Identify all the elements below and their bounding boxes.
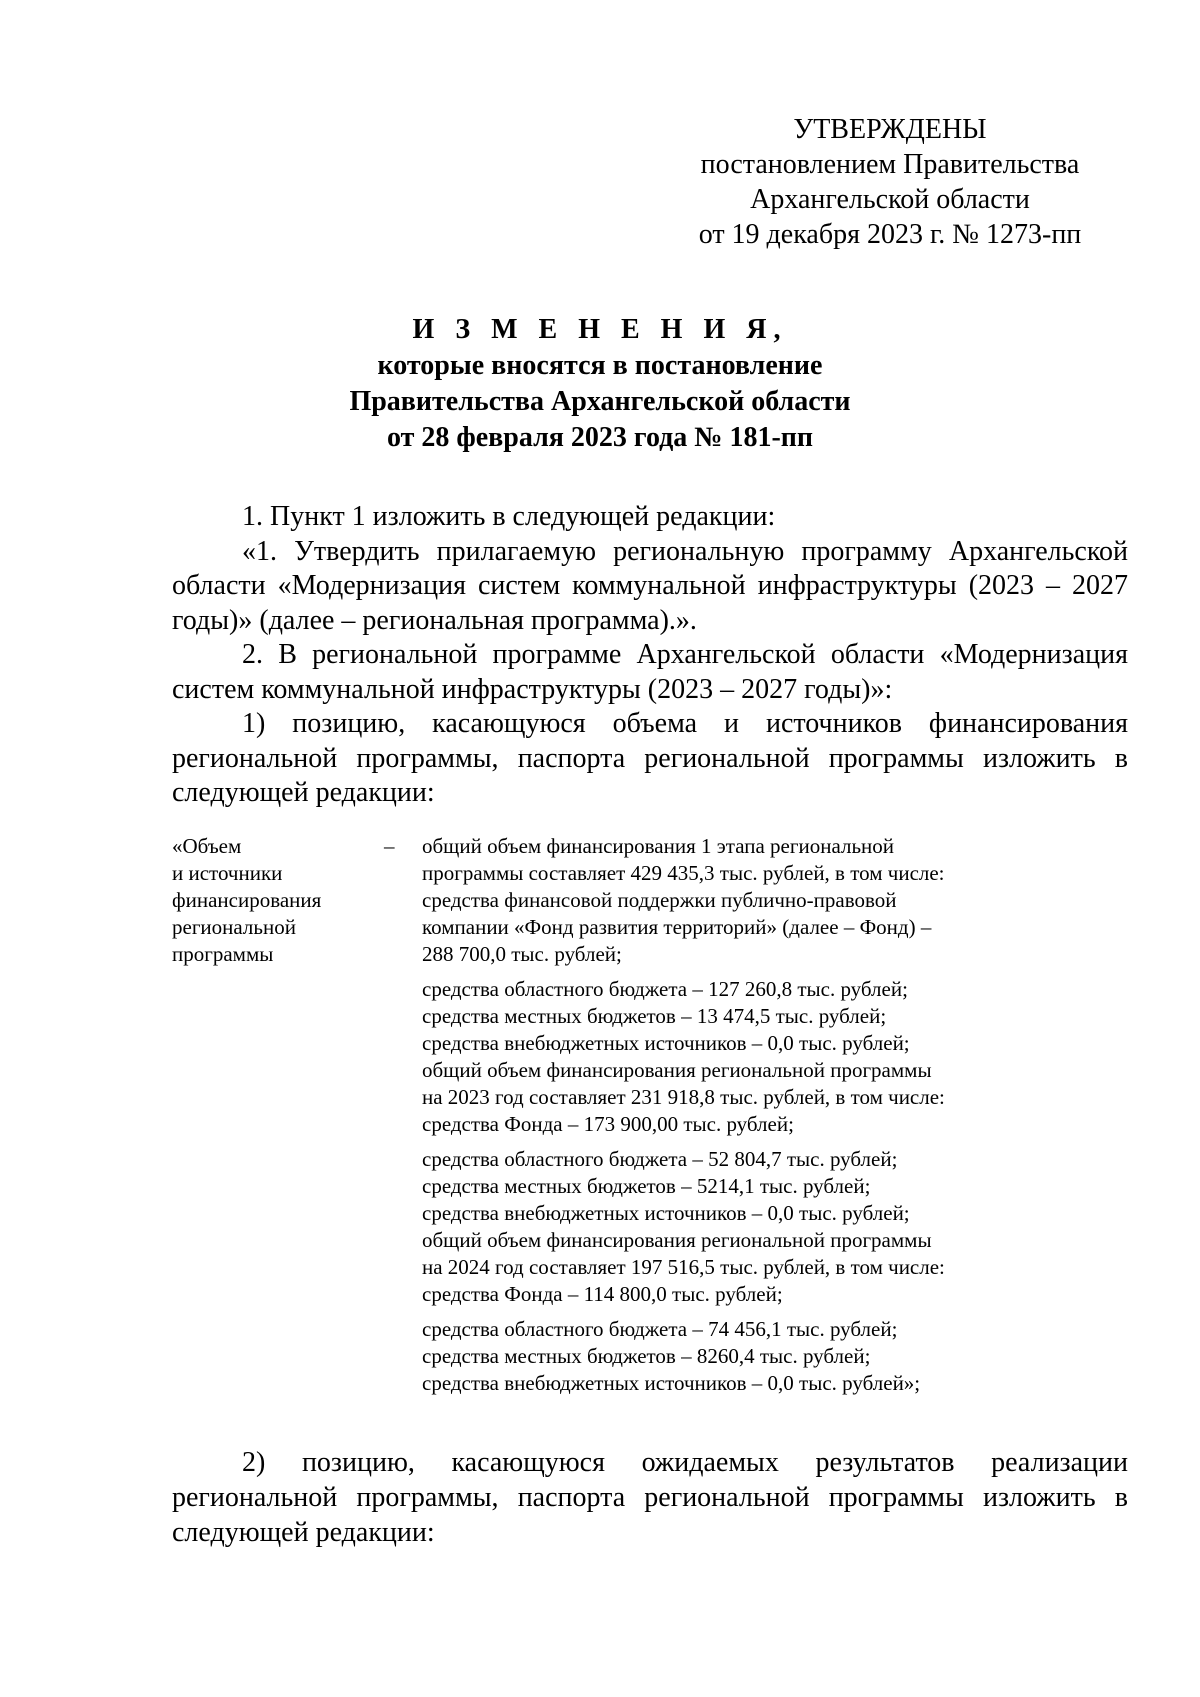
label-line: и источники: [172, 861, 283, 885]
paragraph: «1. Утвердить прилагаемую региональную программу Архангельской области «Модернизация систем коммунальной инфраструктуры (2023 – 2027 годы)» (далее – региональная программа).».: [172, 535, 1128, 636]
value-line: 288 700,0 тыс. рублей;: [422, 942, 622, 966]
approval-date: от 19 декабря 2023 г. № 1273-пп: [698, 219, 1082, 250]
label-line: региональной: [172, 915, 296, 939]
approval-block: [640, 112, 1140, 252]
passport-position-value: [422, 833, 1082, 1405]
passport-dash: –: [384, 834, 395, 858]
value-line: средства областного бюджета – 74 456,1 тыс. рублей;: [422, 1317, 898, 1341]
value-line: средства Фонда – 114 800,0 тыс. рублей;: [422, 1282, 783, 1306]
value-line: общий объем финансирования 1 этапа региональной: [422, 834, 895, 858]
paragraph: 2) позицию, касающуюся ожидаемых результатов реализации региональной программы, паспорта региональной программы изложить в следующей редакции:: [172, 1447, 1128, 1548]
paragraph: 2. В региональной программе Архангельской области «Модернизация систем коммунальной инфраструктуры (2023 – 2027 годы)»:: [172, 639, 1128, 705]
label-line: финансирования: [172, 888, 322, 912]
label-line: программы: [172, 942, 274, 966]
value-line: на 2024 год составляет 197 516,5 тыс. рублей, в том числе:: [422, 1255, 945, 1279]
label-line: «Объем: [172, 834, 242, 858]
value-line: программы составляет 429 435,3 тыс. рублей, в том числе:: [422, 861, 945, 885]
approval-line: постановлением Правительства: [700, 149, 1080, 180]
passport-position-label: [172, 833, 362, 968]
value-line: средства областного бюджета – 127 260,8 тыс. рублей;: [422, 977, 908, 1001]
title-line: Правительства Архангельской области: [349, 386, 851, 417]
approval-heading: УТВЕРЖДЕНЫ: [793, 114, 987, 145]
value-line: средства финансовой поддержки публично-правовой: [422, 888, 897, 912]
title-line: которые вносятся в постановление: [377, 350, 823, 381]
document-tail: [172, 1445, 1128, 1550]
value-line: компании «Фонд развития территорий» (далее – Фонд) –: [422, 915, 932, 939]
value-group: [422, 1316, 1082, 1397]
paragraph: 1. Пункт 1 изложить в следующей редакции:: [242, 501, 776, 532]
document-body: [172, 500, 1128, 811]
approval-line: Архангельской области: [750, 184, 1030, 215]
value-line: средства местных бюджетов – 8260,4 тыс. рублей;: [422, 1344, 871, 1368]
value-line: средства Фонда – 173 900,00 тыс. рублей;: [422, 1112, 794, 1136]
paragraph: 1) позицию, касающуюся объема и источников финансирования региональной программы, паспорта региональной программы изложить в следующей редакции:: [172, 708, 1128, 808]
value-line: на 2023 год составляет 231 918,8 тыс. рублей, в том числе:: [422, 1085, 945, 1109]
value-group: [422, 976, 1082, 1138]
value-line: средства местных бюджетов – 5214,1 тыс. рублей;: [422, 1174, 871, 1198]
value-line: общий объем финансирования региональной программы: [422, 1228, 932, 1252]
value-line: средства внебюджетных источников – 0,0 тыс. рублей;: [422, 1031, 910, 1055]
value-group: [422, 1146, 1082, 1308]
document-title: [0, 312, 1200, 456]
value-line: средства областного бюджета – 52 804,7 тыс. рублей;: [422, 1147, 898, 1171]
value-line: средства внебюджетных источников – 0,0 тыс. рублей;: [422, 1201, 910, 1225]
title-heading: И З М Е Н Е Н И Я,: [412, 314, 788, 345]
value-line: общий объем финансирования региональной программы: [422, 1058, 932, 1082]
value-group: [422, 833, 1082, 968]
value-line: средства местных бюджетов – 13 474,5 тыс. рублей;: [422, 1004, 887, 1028]
title-line: от 28 февраля 2023 года № 181-пп: [386, 422, 814, 453]
value-line: средства внебюджетных источников – 0,0 тыс. рублей»;: [422, 1371, 921, 1395]
